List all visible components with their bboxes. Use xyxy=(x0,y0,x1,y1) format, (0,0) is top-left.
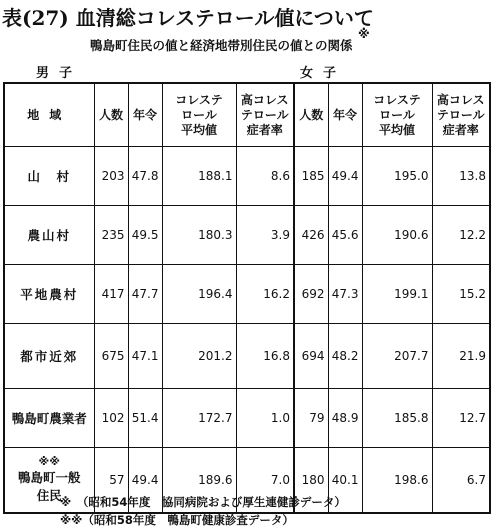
male-rate-cell: 7.0 xyxy=(236,448,294,514)
female-count-cell: 694 xyxy=(294,324,328,389)
table-row xyxy=(4,389,490,448)
male-cholesterol-cell: 189.6 xyxy=(162,448,236,514)
male-rate-cell: 16.2 xyxy=(236,265,294,324)
header-male-count: 人数 xyxy=(94,83,128,147)
header-region: 地域 xyxy=(4,83,94,147)
female-cholesterol-cell: 207.7 xyxy=(362,324,432,389)
region-cell: 山 村 xyxy=(4,147,94,206)
header-row xyxy=(4,83,490,147)
male-age-cell: 47.7 xyxy=(128,265,162,324)
table-row xyxy=(4,324,490,389)
female-age-cell: 47.3 xyxy=(328,265,362,324)
female-cholesterol-cell: 199.1 xyxy=(362,265,432,324)
header-female-count: 人数 xyxy=(294,83,328,147)
header-male-age: 年令 xyxy=(128,83,162,147)
male-age-cell: 47.1 xyxy=(128,324,162,389)
male-age-cell: 49.5 xyxy=(128,206,162,265)
male-rate-cell: 1.0 xyxy=(236,389,294,448)
header-male-high-rate: 高コレス テロール 症者率 xyxy=(236,83,294,147)
subtitle-footnote-mark: ※ xyxy=(358,27,370,41)
header-female-age: 年令 xyxy=(328,83,362,147)
female-cholesterol-cell: 198.6 xyxy=(362,448,432,514)
female-rate-cell: 13.8 xyxy=(432,147,490,206)
male-count-cell: 675 xyxy=(94,324,128,389)
cholesterol-table xyxy=(3,82,491,514)
female-count-cell: 692 xyxy=(294,265,328,324)
male-cholesterol-cell: 196.4 xyxy=(162,265,236,324)
female-age-cell: 48.9 xyxy=(328,389,362,448)
male-cholesterol-cell: 172.7 xyxy=(162,389,236,448)
male-cholesterol-cell: 201.2 xyxy=(162,324,236,389)
female-cholesterol-cell: 190.6 xyxy=(362,206,432,265)
male-age-cell: 51.4 xyxy=(128,389,162,448)
male-group-label: 男子 xyxy=(36,66,83,81)
female-age-cell: 45.6 xyxy=(328,206,362,265)
header-female-high-rate: 高コレス テロール 症者率 xyxy=(432,83,490,147)
header-male-cholesterol: コレステ ロール 平均値 xyxy=(162,83,236,147)
female-rate-cell: 6.7 xyxy=(432,448,490,514)
male-count-cell: 57 xyxy=(94,448,128,514)
male-count-cell: 235 xyxy=(94,206,128,265)
female-age-cell: 49.4 xyxy=(328,147,362,206)
header-female-cholesterol: コレステ ロール 平均値 xyxy=(362,83,432,147)
male-rate-cell: 3.9 xyxy=(236,206,294,265)
female-rate-cell: 12.2 xyxy=(432,206,490,265)
female-count-cell: 426 xyxy=(294,206,328,265)
region-cell: ※※ 鴨島町一般 住民 xyxy=(4,448,94,514)
female-count-cell: 180 xyxy=(294,448,328,514)
male-cholesterol-cell: 180.3 xyxy=(162,206,236,265)
female-rate-cell: 15.2 xyxy=(432,265,490,324)
footnote-1: ※ （昭和54年度 協同病院および厚生連健診データ） xyxy=(60,495,346,509)
female-count-cell: 185 xyxy=(294,147,328,206)
female-count-cell: 79 xyxy=(294,389,328,448)
table-row xyxy=(4,206,490,265)
page-subtitle: 鴨島町住民の値と経済地帯別住民の値との関係 xyxy=(90,38,353,53)
female-rate-cell: 21.9 xyxy=(432,324,490,389)
male-cholesterol-cell: 188.1 xyxy=(162,147,236,206)
region-cell: 平地農村 xyxy=(4,265,94,324)
male-age-cell: 49.4 xyxy=(128,448,162,514)
region-cell: 鴨島町農業者 xyxy=(4,389,94,448)
female-rate-cell: 12.7 xyxy=(432,389,490,448)
female-cholesterol-cell: 185.8 xyxy=(362,389,432,448)
region-marks: ※※ xyxy=(38,455,60,468)
female-cholesterol-cell: 195.0 xyxy=(362,147,432,206)
region-cell: 都市近郊 xyxy=(4,324,94,389)
male-count-cell: 102 xyxy=(94,389,128,448)
page-title: 表(27) 血清総コレステロール値について xyxy=(2,6,374,30)
male-count-cell: 203 xyxy=(94,147,128,206)
female-age-cell: 40.1 xyxy=(328,448,362,514)
female-age-cell: 48.2 xyxy=(328,324,362,389)
female-group-label: 女子 xyxy=(300,66,347,81)
male-rate-cell: 16.8 xyxy=(236,324,294,389)
region-cell: 農山村 xyxy=(4,206,94,265)
table-row xyxy=(4,265,490,324)
male-rate-cell: 8.6 xyxy=(236,147,294,206)
male-age-cell: 47.8 xyxy=(128,147,162,206)
table-row xyxy=(4,147,490,206)
footnote-2: ※※（昭和58年度 鴨島町健康診査データ） xyxy=(60,513,294,527)
male-count-cell: 417 xyxy=(94,265,128,324)
